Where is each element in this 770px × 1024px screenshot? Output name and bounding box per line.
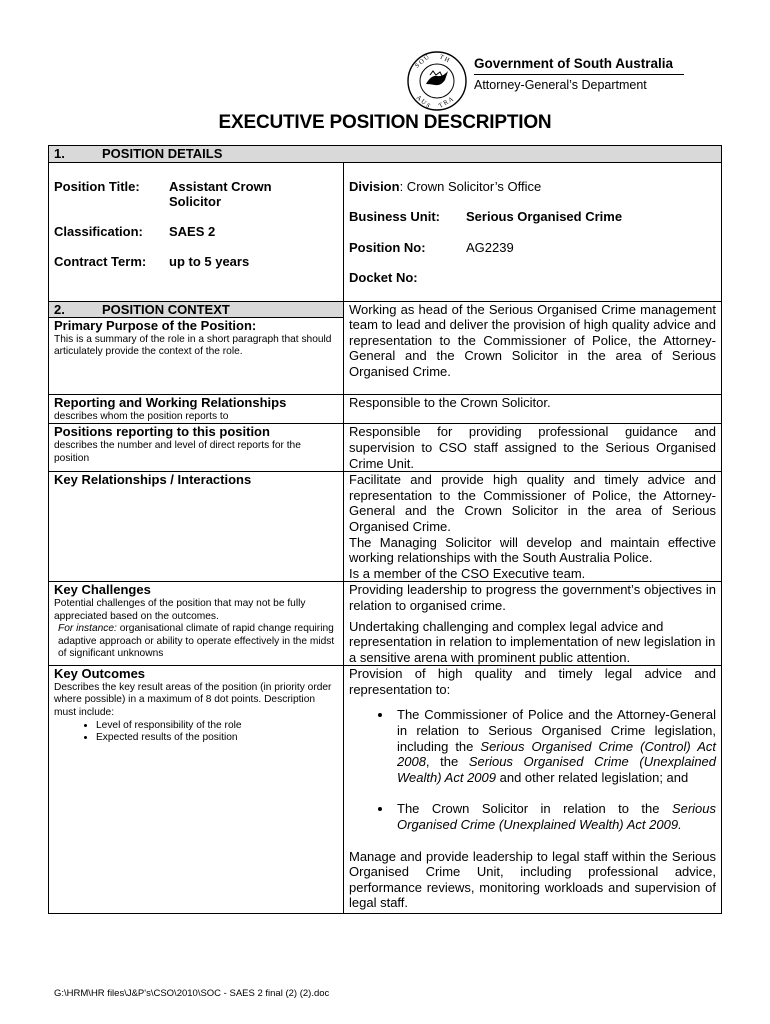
purpose-label: Primary Purpose of the Position: xyxy=(54,318,257,334)
government-header xyxy=(474,55,704,93)
outcomes-desc-list xyxy=(54,720,338,745)
section-1-header-row xyxy=(49,146,722,163)
outcomes-intro: Provision of high quality and timely legal advice and representation to: xyxy=(349,666,717,697)
outcomes-bullet-2-act: Serious Organised Crime (Unexplained Wealth) Act 2009. xyxy=(397,801,717,833)
relationships-label-cell xyxy=(49,472,344,582)
relationships-row xyxy=(49,472,722,582)
outcomes-label-cell xyxy=(49,666,344,914)
position-description-table xyxy=(48,145,722,914)
outcomes-bullet-1-text-b: , the xyxy=(425,754,469,770)
division-value: : Crown Solicitor’s Office xyxy=(399,178,542,194)
south-australia-seal-logo xyxy=(406,50,468,112)
outcomes-bullet-2-text: The Crown Solicitor in relation to the xyxy=(397,801,672,817)
reporting-desc: describes whom the position reports to xyxy=(54,410,229,422)
position-no-line xyxy=(349,240,716,256)
docket-label: Docket No: xyxy=(349,270,418,286)
position-details-left xyxy=(49,162,344,301)
position-details-fields xyxy=(54,179,338,270)
svg-text:A U S: A U S xyxy=(414,94,432,110)
relationships-label: Key Relationships / Interactions xyxy=(54,472,252,488)
section-1-number: 1. xyxy=(54,146,65,161)
document-title: EXECUTIVE POSITION DESCRIPTION xyxy=(218,112,552,133)
business-unit-label: Business Unit: xyxy=(349,209,441,225)
challenges-label: Key Challenges xyxy=(54,582,151,598)
position-title-label: Position Title: xyxy=(54,178,140,194)
footer-file-path: G:\HRM\HR files\J&P's\CSO\2010\SOC - SAES 2 final (2) (2).doc xyxy=(54,988,330,999)
outcomes-bullet-list xyxy=(349,707,716,832)
business-unit-value: Serious Organised Crime xyxy=(466,209,623,225)
section-2-number: 2. xyxy=(54,301,65,317)
purpose-text: Working as head of the Serious Organised Crime management team to lead and deliver the provision of high quality advice and representation to the Commissioner of Police, the Attorney-General and the Crown Solicitor in the area of Serious Organised Crime. xyxy=(344,301,722,395)
section-1-header xyxy=(49,146,722,163)
section-1-heading: POSITION DETAILS xyxy=(102,146,223,161)
outcomes-desc-item: • Expected results of the position xyxy=(96,732,338,745)
challenges-desc-1: Potential challenges of the position that may not be fully appreciated based on the outcomes. xyxy=(54,597,306,622)
position-details-right xyxy=(344,162,722,301)
outcomes-desc-item: • Level of responsibility of the role xyxy=(96,720,338,733)
section-2-heading: POSITION CONTEXT xyxy=(102,301,230,317)
business-unit-line xyxy=(349,209,716,225)
outcomes-closing: Manage and provide leadership to legal staff within the Serious Organised Crime Unit, including professional advice, performance reviews, monitoring workloads and supervision of legal staff. xyxy=(349,848,717,911)
positions-reporting-row xyxy=(49,424,722,472)
challenges-row xyxy=(49,582,722,666)
position-no-label: Position No: xyxy=(349,239,426,255)
outcomes-bullet-1-act-2: Serious Organised Crime (Unexplained Wealth) Act 2009 xyxy=(397,754,717,785)
division-label: Division xyxy=(349,178,400,194)
challenges-p1: Providing leadership to progress the government’s objectives in relation to organised crime. xyxy=(349,582,717,613)
relationships-p2: The Managing Solicitor will develop and maintain effective working relationships with the South Australia Police. xyxy=(349,534,717,566)
purpose-desc: This is a summary of the role in a short paragraph that should articulately provide the context of the role. xyxy=(54,333,332,358)
outcomes-bullet-1-text-c: and other related legislation; and xyxy=(496,769,689,785)
challenges-desc-rest: organisational climate of rapid change requiring adaptive approach or ability to operate effectively in the midst of significant unknowns xyxy=(58,623,335,660)
positions-text: Responsible for providing professional guidance and supervision to CSO staff assigned to the Serious Organised Crime Unit. xyxy=(344,424,722,472)
contract-term-label: Contract Term: xyxy=(54,254,147,270)
section-2-header-row xyxy=(49,301,722,318)
outcomes-bullet-1-text-a: The Commissioner of Police and the Attorney-General in relation to Serious Organised Crime legislation, including the xyxy=(397,707,717,754)
outcomes-desc: Describes the key result areas of the position (in priority order where possible) in a maximum of 8 dot points. Description must include: xyxy=(54,681,332,719)
org-name: Government of South Australia xyxy=(474,56,674,71)
relationships-p3: Is a member of the CSO Executive team. xyxy=(349,565,586,581)
header-divider xyxy=(474,74,684,75)
challenges-desc-italic: For instance: xyxy=(58,623,117,635)
division-line xyxy=(349,179,716,195)
outcomes-bullet-1 xyxy=(393,707,716,785)
positions-desc: describes the number and level of direct reports for the position xyxy=(54,439,301,464)
dept-name: Attorney-General’s Department xyxy=(474,78,647,92)
positions-label-cell xyxy=(49,424,344,472)
relationships-text-cell xyxy=(344,472,722,582)
position-details-row xyxy=(49,162,722,301)
positions-label: Positions reporting to this position xyxy=(54,424,270,440)
reporting-row xyxy=(49,395,722,424)
section-2-header xyxy=(49,301,344,318)
svg-text:S O U: S O U xyxy=(413,53,431,70)
position-title-value: Assistant Crown Solicitor xyxy=(169,178,272,210)
purpose-label-cell xyxy=(49,318,344,395)
docket-line xyxy=(349,270,716,286)
relationships-p1: Facilitate and provide high quality and timely advice and representation to the Commissioner of Police, the Attorney-General and the Crown Solicitor in the area of Serious Organised Crime. xyxy=(349,472,717,534)
reporting-label-cell xyxy=(49,395,344,424)
challenges-text-cell xyxy=(344,582,722,666)
challenges-desc-2 xyxy=(54,623,338,661)
classification-label: Classification: xyxy=(54,223,143,239)
position-no-value: AG2239 xyxy=(466,239,514,255)
svg-text:T H: T H xyxy=(438,53,451,65)
outcomes-label: Key Outcomes xyxy=(54,666,146,682)
outcomes-text-cell xyxy=(344,666,722,914)
reporting-label: Reporting and Working Relationships xyxy=(54,395,287,411)
reporting-text: Responsible to the Crown Solicitor. xyxy=(344,395,722,424)
outcomes-row xyxy=(49,666,722,914)
contract-term-value: up to 5 years xyxy=(169,254,250,270)
outcomes-bullet-2 xyxy=(393,801,716,832)
classification-value: SAES 2 xyxy=(169,223,216,239)
svg-text:T R A: T R A xyxy=(437,95,455,110)
outcomes-bullet-1-act-1: Serious Organised Crime (Control) Act 2008 xyxy=(397,738,717,770)
challenges-label-cell xyxy=(49,582,344,666)
challenges-p2: Undertaking challenging and complex legal advice and representation in relation to implementation of new legislation in a sensitive arena with prominent public attention. xyxy=(349,618,716,665)
